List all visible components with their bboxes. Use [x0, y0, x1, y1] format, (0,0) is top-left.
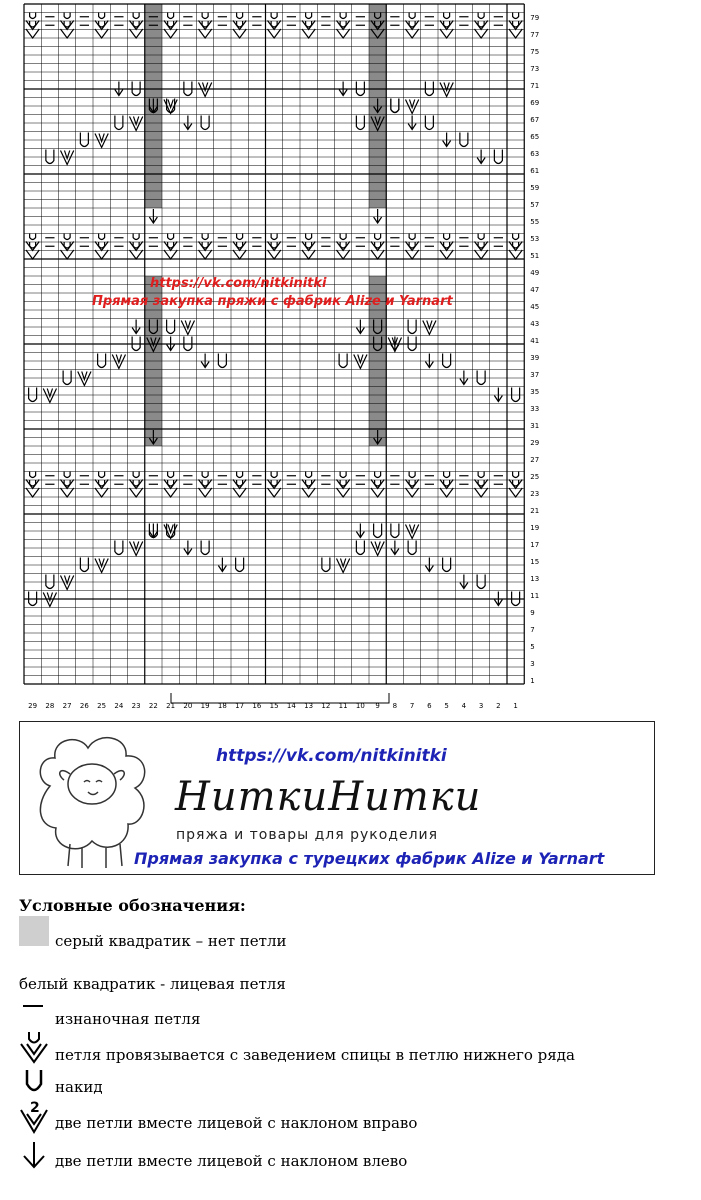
column-number: 1 [513, 702, 518, 710]
row-numbers [530, 14, 539, 685]
legend-text: две петли вместе лицевой с наклоном влево [55, 1152, 408, 1170]
row-number: 5 [530, 643, 535, 651]
row-number: 29 [530, 439, 540, 447]
vee-symbol [112, 355, 125, 369]
column-number: 17 [235, 702, 245, 710]
row-number: 79 [530, 14, 540, 22]
column-number: 16 [252, 702, 262, 710]
yo-symbol [425, 116, 433, 130]
arrow-symbol [184, 541, 192, 555]
column-number: 14 [286, 702, 296, 710]
column-number: 24 [114, 702, 124, 710]
slipped-v-icon [19, 1030, 51, 1064]
arrow-symbol [149, 209, 157, 223]
row-number: 23 [530, 490, 540, 498]
gray-square-icon [19, 916, 51, 946]
arrow-symbol [356, 320, 364, 334]
row-number: 17 [530, 541, 540, 549]
vee-symbol [95, 559, 108, 573]
row-number: 53 [530, 235, 540, 243]
legend-title: Условные обозначения: [19, 896, 246, 915]
yarn-over-u-icon [19, 1068, 49, 1096]
row-number: 55 [530, 218, 540, 226]
row-number: 49 [530, 269, 540, 277]
yo-symbol [29, 388, 37, 402]
row-number: 13 [530, 575, 540, 583]
column-number: 23 [131, 702, 141, 710]
column-number: 29 [28, 702, 38, 710]
row-number: 73 [530, 65, 540, 73]
column-number: 6 [427, 702, 432, 710]
vee-symbol [181, 321, 194, 335]
brand-banner [19, 721, 655, 875]
banner-purchase: Прямая закупка с турецких фабрик Alize и Yarnart [134, 849, 605, 868]
yo-symbol [443, 558, 451, 572]
column-number: 20 [183, 702, 193, 710]
arrow-symbol [391, 541, 399, 555]
vee-symbol [406, 100, 419, 114]
legend-text: белый квадратик - лицевая петля [19, 975, 286, 993]
arrow-symbol [443, 133, 451, 147]
vee-symbol [354, 355, 367, 369]
vee-symbol [95, 134, 108, 148]
yo-symbol [98, 354, 106, 368]
yo-symbol [356, 541, 364, 555]
column-number: 18 [217, 702, 227, 710]
yo-symbol [115, 116, 123, 130]
legend-text: накид [55, 1078, 103, 1096]
row-number: 43 [530, 320, 540, 328]
row-number: 61 [530, 167, 540, 175]
row-number: 41 [530, 337, 540, 345]
arrow-symbol [494, 388, 502, 402]
yo-symbol [477, 371, 485, 385]
row-number: 11 [530, 592, 540, 600]
yo-symbol [201, 541, 209, 555]
vee-symbol [43, 389, 56, 403]
legend-text: серый квадратик – нет петли [55, 932, 287, 950]
arrow-symbol [425, 558, 433, 572]
arrow-symbol [425, 354, 433, 368]
vee-symbol [371, 542, 384, 556]
arrow-symbol [460, 371, 468, 385]
vee-symbol [78, 372, 91, 386]
banner-brand: НиткиНитки [175, 774, 482, 820]
arrow-symbol [132, 320, 140, 334]
yo-symbol [391, 524, 399, 538]
column-number: 15 [269, 702, 279, 710]
column-number: 27 [62, 702, 72, 710]
column-number: 8 [392, 702, 398, 710]
vee-symbol [164, 525, 177, 539]
watermark-text: Прямая закупка пряжи с фабрик Alize и Yarnart [92, 294, 453, 309]
row-number: 71 [530, 82, 540, 90]
k2tog-right-icon [19, 1100, 53, 1134]
column-number: 7 [409, 702, 415, 710]
column-number: 26 [79, 702, 89, 710]
banner-tagline: пряжа и товары для рукоделия [176, 827, 439, 843]
column-number: 22 [148, 702, 158, 710]
yo-symbol [63, 371, 71, 385]
banner-link[interactable]: https://vk.com/nitkinitki [216, 746, 447, 766]
row-number: 75 [530, 48, 540, 56]
column-number: 10 [355, 702, 365, 710]
yo-symbol [477, 575, 485, 589]
yo-symbol [443, 354, 451, 368]
row-number: 77 [530, 31, 540, 39]
vee-symbol [130, 542, 143, 556]
arrow-symbol [477, 150, 485, 164]
row-number: 7 [530, 626, 535, 634]
arrow-symbol [356, 524, 364, 538]
yo-symbol [356, 116, 364, 130]
legend-text: петля провязывается с заведением спицы в петлю нижнего ряда [55, 1046, 575, 1064]
arrow-symbol [201, 354, 209, 368]
row-number: 19 [530, 524, 540, 532]
legend-text: две петли вместе лицевой с наклоном вправо [55, 1114, 418, 1132]
column-number: 21 [166, 702, 176, 710]
chart-grid [24, 4, 524, 684]
yo-symbol [322, 558, 330, 572]
vee-symbol [61, 151, 74, 165]
yo-symbol [46, 575, 54, 589]
row-number: 15 [530, 558, 540, 566]
chart-symbols [26, 13, 522, 607]
row-number: 27 [530, 456, 540, 464]
arrow-symbol [218, 558, 226, 572]
yo-symbol [408, 320, 416, 334]
row-number: 37 [530, 371, 540, 379]
arrow-down-icon [19, 1140, 49, 1170]
row-number: 45 [530, 303, 540, 311]
column-number: 28 [45, 702, 55, 710]
row-number: 51 [530, 252, 540, 260]
column-number: 11 [338, 702, 348, 710]
yo-symbol [236, 558, 244, 572]
row-number: 65 [530, 133, 540, 141]
yo-symbol [80, 558, 88, 572]
arrow-symbol [408, 116, 416, 130]
yo-symbol [339, 354, 347, 368]
row-number: 25 [530, 473, 540, 481]
dash-icon [19, 1002, 49, 1026]
watermark-link: https://vk.com/nitkinitki [150, 276, 327, 291]
yo-symbol [391, 99, 399, 113]
yo-symbol [374, 524, 382, 538]
arrow-symbol [460, 575, 468, 589]
yo-symbol [115, 541, 123, 555]
row-number: 57 [530, 201, 540, 209]
row-number: 63 [530, 150, 540, 158]
row-number: 31 [530, 422, 540, 430]
vee-symbol [423, 321, 436, 335]
row-number: 21 [530, 507, 540, 515]
row-number: 1 [530, 677, 535, 685]
yo-symbol [201, 116, 209, 130]
row-number: 3 [530, 660, 535, 668]
column-number: 4 [461, 702, 467, 710]
row-number: 33 [530, 405, 540, 413]
column-number: 3 [478, 702, 484, 710]
yo-symbol [80, 133, 88, 147]
column-number: 9 [375, 702, 380, 710]
yo-symbol [460, 133, 468, 147]
yo-symbol [167, 320, 175, 334]
legend-text: изнаночная петля [55, 1010, 201, 1028]
row-number: 39 [530, 354, 540, 362]
yo-symbol [218, 354, 226, 368]
vee-symbol [164, 100, 177, 114]
row-number: 35 [530, 388, 540, 396]
vee-symbol [130, 117, 143, 131]
column-number: 19 [200, 702, 210, 710]
column-number: 12 [321, 702, 331, 710]
arrow-symbol [184, 116, 192, 130]
column-number: 2 [496, 702, 501, 710]
row-number: 47 [530, 286, 540, 294]
arrow-symbol [374, 209, 382, 223]
vee-symbol [337, 559, 350, 573]
yo-symbol [46, 150, 54, 164]
row-number: 59 [530, 184, 540, 192]
yo-symbol [408, 541, 416, 555]
row-number: 69 [530, 99, 540, 107]
row-number: 9 [530, 609, 535, 617]
yo-symbol [494, 150, 502, 164]
column-number: 13 [304, 702, 314, 710]
column-number: 25 [97, 702, 107, 710]
svg-text:2: 2 [30, 1100, 40, 1116]
vee-symbol [406, 525, 419, 539]
column-number: 5 [444, 702, 449, 710]
vee-symbol [61, 576, 74, 590]
row-number: 67 [530, 116, 540, 124]
yo-symbol [512, 388, 520, 402]
